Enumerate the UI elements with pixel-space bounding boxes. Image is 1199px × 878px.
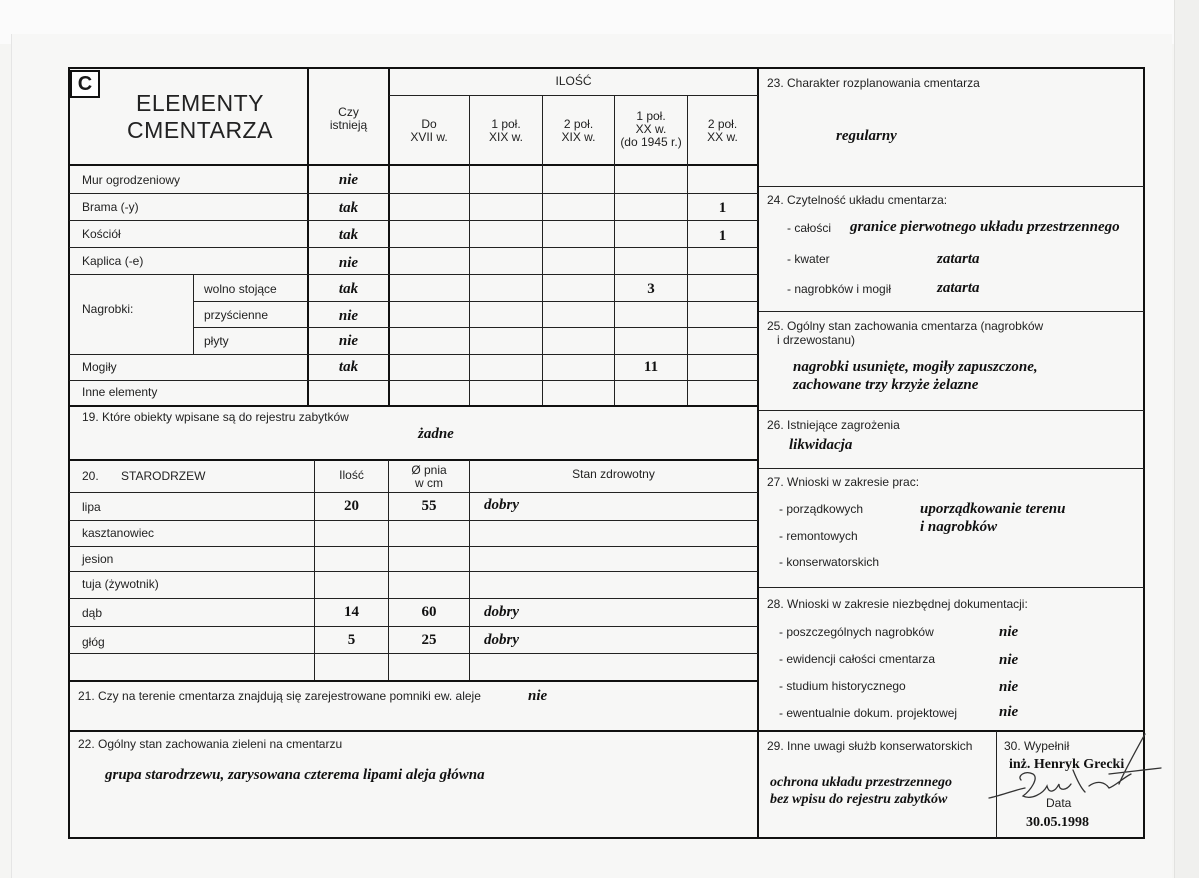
tree-name: głóg (82, 635, 105, 649)
tree-name: kasztanowiec (82, 526, 155, 540)
section-letter: C (70, 70, 100, 98)
q20-title: STARODRZEW (121, 469, 206, 483)
q24-item-label: - kwater (787, 252, 830, 266)
tree-diameter: 55 (421, 498, 437, 514)
q28-item-label: - studium historycznego (779, 679, 906, 693)
q23-label: 23. Charakter rozplanowania cmentarza (767, 76, 980, 90)
q27-label: 27. Wnioski w zakresie prac: (767, 475, 920, 489)
element-label: płyty (204, 334, 229, 348)
czy-istnieje-header (309, 106, 388, 132)
q28-item-label: - ewentualnie dokum. projektowej (779, 706, 958, 720)
q19-label: 19. Które obiekty wpisane są do rejestru zabytków (82, 410, 349, 424)
q25-answer-1: nagrobki usunięte, mogiły zapuszczone, (793, 359, 1038, 375)
count-value: 1 (718, 200, 727, 216)
header-bottom (68, 164, 758, 166)
exists-value: nie (338, 333, 359, 349)
nagrobki-label: Nagrobki: (82, 302, 134, 316)
element-label: Kaplica (-e) (82, 254, 144, 268)
tree-name: tuja (żywotnik) (82, 577, 159, 591)
frame-right (1143, 67, 1145, 839)
frame-bottom (68, 837, 1145, 839)
q20-col-stan: Stan zdrowotny (572, 467, 655, 481)
page-right-edge (1174, 0, 1199, 878)
q28-top (759, 587, 1144, 588)
tree-health: dobry (484, 632, 519, 648)
q27-answer-2: i nagrobków (920, 519, 998, 535)
tree-name: lipa (82, 500, 101, 514)
czy-line-2: istnieją (329, 118, 368, 132)
tree-row-sep (69, 520, 758, 521)
row-sep (69, 274, 758, 275)
q28-item-label: - ewidencji całości cmentarza (779, 652, 936, 666)
q25-label-2: i drzewostanu) (777, 333, 856, 347)
exists-value: tak (338, 200, 359, 216)
exists-value: tak (338, 281, 359, 297)
q26-answer: likwidacja (789, 437, 853, 453)
period-header-2 (470, 118, 542, 144)
row-sep (194, 301, 758, 302)
period-header-3 (543, 118, 614, 144)
row-sep (69, 247, 758, 248)
tree-row-sep (69, 546, 758, 547)
q22-top (68, 730, 1145, 732)
q25-label-1: 25. Ogólny stan zachowania cmentarza (nagrobków (767, 319, 1044, 333)
pnia-line-2: w cm (415, 476, 443, 490)
title-line-2: CMENTARZA (127, 117, 273, 143)
element-label: przyścienne (204, 308, 269, 322)
exists-value: tak (338, 359, 359, 375)
period-1-line-2: XVII w. (410, 130, 448, 144)
tree-health: dobry (484, 604, 519, 620)
frame-middle (757, 67, 759, 839)
tree-row-sep (69, 492, 758, 493)
tree-name: dąb (82, 606, 103, 620)
period-header-1 (389, 118, 469, 144)
q20-col-ilosc: Ilość (339, 468, 364, 482)
frame-left (68, 67, 70, 839)
q26-top (759, 410, 1144, 411)
period-4-line-2: XX w. (635, 122, 667, 136)
exists-value: nie (338, 255, 359, 271)
exists-value: tak (338, 227, 359, 243)
q24-item-answer: zatarta (937, 280, 980, 296)
element-label: Brama (-y) (82, 200, 139, 214)
tree-row-sep (69, 598, 758, 599)
q23-answer: regularny (836, 128, 897, 144)
q28-item-answer: nie (999, 652, 1019, 668)
q27-answer-1: uporządkowanie terenu (920, 501, 1066, 517)
row-sep (69, 193, 758, 194)
pnia-line-1: Ø pnia (411, 463, 447, 477)
period-1-line-1: Do (421, 117, 437, 131)
q19-answer: żadne (418, 426, 454, 442)
tree-row-sep (69, 626, 758, 627)
q30-label: 30. Wypełnił (1004, 739, 1070, 753)
row-sep (69, 354, 758, 355)
tree-diameter: 25 (421, 632, 437, 648)
q30-date: 30.05.1998 (1026, 815, 1089, 830)
tree-health: dobry (484, 497, 519, 513)
count-value: 11 (643, 359, 659, 375)
q24-item-answer: zatarta (937, 251, 980, 267)
period-2-line-1: 1 poł. (491, 117, 521, 131)
q24-item-label: - nagrobków i mogił (787, 282, 892, 296)
q24-item-answer: granice pierwotnego układu przestrzennego (850, 219, 1120, 235)
q30-date-label: Data (1046, 796, 1072, 810)
q29-label: 29. Inne uwagi służb konserwatorskich (767, 739, 973, 753)
q28-label: 28. Wnioski w zakresie niezbędnej dokumentacji: (767, 597, 1028, 611)
q29-answer-1: ochrona układu przestrzennego (770, 775, 953, 790)
q27-item: - konserwatorskich (779, 555, 880, 569)
q21-top (68, 680, 758, 682)
tree-row-sep (69, 571, 758, 572)
q28-item-answer: nie (999, 704, 1019, 720)
q29-answer-2: bez wpisu do rejestru zabytków (770, 792, 948, 807)
element-label: Kościół (82, 227, 121, 241)
q20-number: 20. (82, 469, 99, 483)
q22-label: 22. Ogólny stan zachowania zieleni na cmentarzu (78, 737, 343, 751)
period-5-line-2: XX w. (707, 130, 738, 144)
count-value: 1 (718, 228, 727, 244)
ilosc-divider (389, 95, 758, 96)
period-header-5 (688, 118, 757, 144)
q28-item-label: - poszczególnych nagrobków (779, 625, 934, 639)
q24-item-label: - całości (787, 221, 832, 235)
period-3-line-1: 2 poł. (563, 117, 594, 131)
q25-top (759, 311, 1144, 312)
row-sep (69, 220, 758, 221)
q22-answer: grupa starodrzewu, zarysowana czterema lipami aleja główna (105, 767, 485, 783)
tree-row-sep (69, 653, 758, 654)
q28-item-answer: nie (999, 624, 1019, 640)
q30-name: inż. Henryk Grecki (1009, 757, 1125, 772)
q20-top (68, 459, 758, 461)
tree-count: 20 (344, 498, 359, 514)
czy-line-1: Czy (338, 105, 359, 119)
tree-count: 5 (347, 632, 356, 648)
q21-label: 21. Czy na terenie cmentarza znajdują się zarejestrowane pomniki ew. aleje (78, 689, 481, 703)
row-sep (194, 327, 758, 328)
tree-count: 14 (344, 604, 359, 620)
period-header-4 (615, 110, 687, 149)
tree-name: jesion (82, 552, 114, 566)
nagrobki-divider (193, 274, 194, 354)
ilosc-header: ILOŚĆ (555, 74, 592, 88)
signature-icon (985, 730, 1165, 810)
period-4-line-1: 1 poł. (636, 109, 666, 123)
exists-value: nie (338, 172, 359, 188)
q19-top (68, 405, 758, 407)
period-2-line-2: XIX w. (488, 130, 523, 144)
element-label: Inne elementy (82, 385, 158, 399)
count-value: 3 (647, 281, 655, 297)
q27-item: - porządkowych (779, 502, 864, 516)
exists-value: nie (338, 308, 359, 324)
q27-top (759, 468, 1144, 469)
tree-diameter: 60 (421, 604, 437, 620)
q26-label: 26. Istniejące zagrożenia (767, 418, 900, 432)
q24-top (759, 186, 1144, 187)
q21-answer: nie (528, 688, 548, 704)
row-sep (69, 380, 758, 381)
q20-col-pnia (389, 464, 469, 490)
q28-item-answer: nie (999, 679, 1019, 695)
q25-answer-2: zachowane trzy krzyże żelazne (793, 377, 979, 393)
q27-item: - remontowych (779, 529, 858, 543)
element-label: Mogiły (82, 360, 117, 374)
period-3-line-2: XIX w. (561, 130, 596, 144)
period-4-line-3: (do 1945 r.) (620, 135, 682, 149)
period-5-line-1: 2 poł. (707, 117, 738, 131)
frame-top (68, 67, 1145, 69)
element-label: Mur ogrodzeniowy (82, 173, 181, 187)
q24-label: 24. Czytelność układu cmentarza: (767, 193, 948, 207)
title-line-1: ELEMENTY (136, 90, 264, 116)
element-label: wolno stojące (204, 282, 277, 296)
section-title (110, 90, 290, 144)
